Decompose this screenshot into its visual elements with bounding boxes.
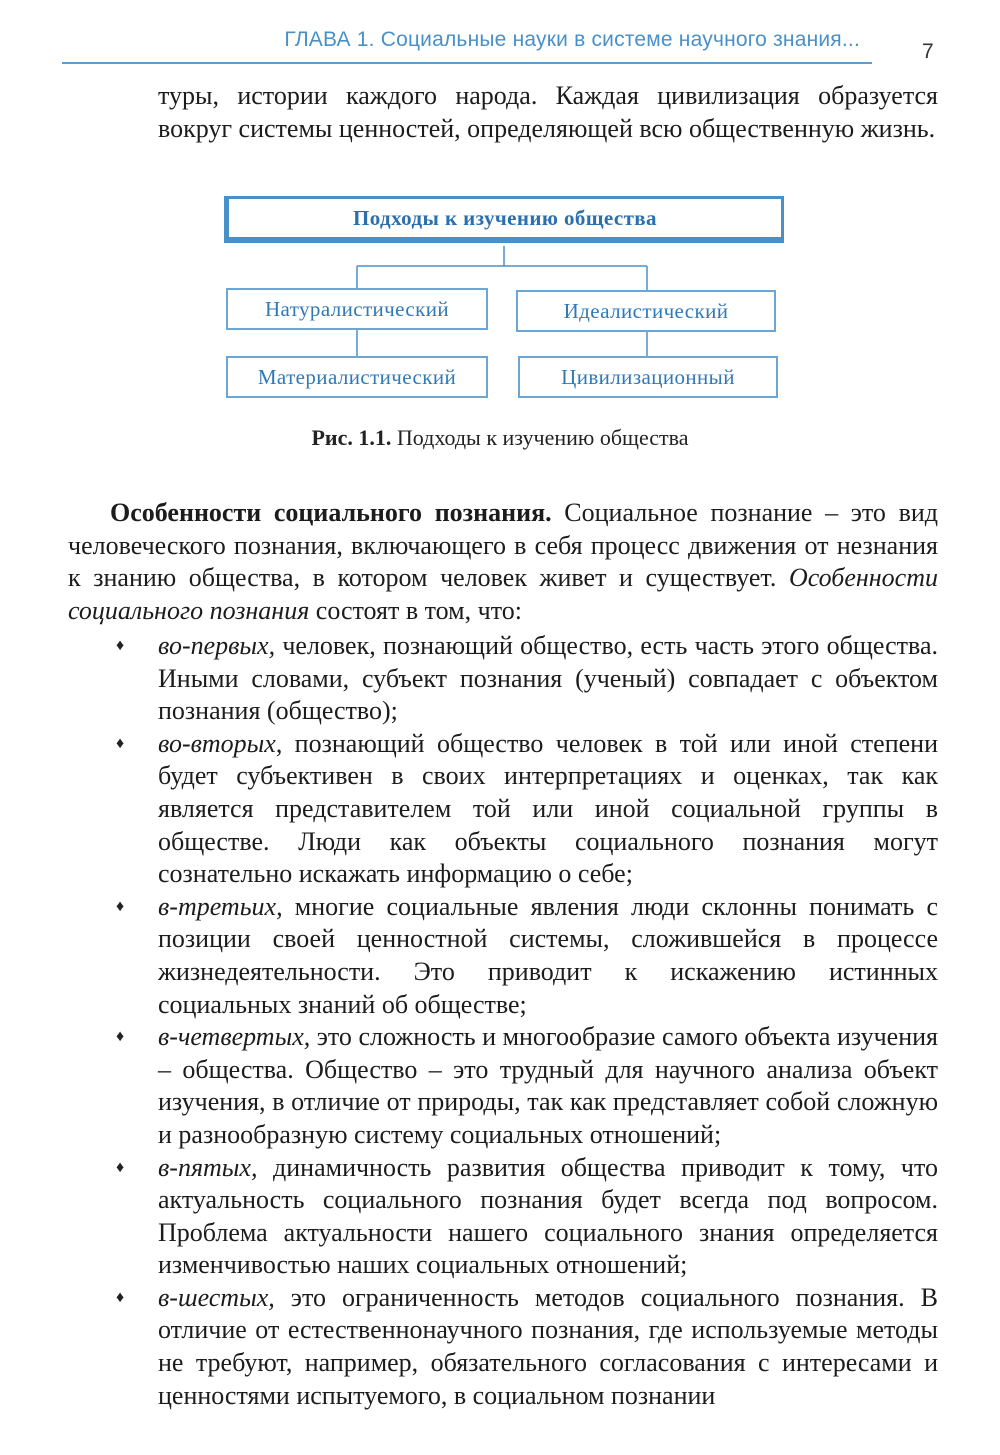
list-item-text: многие социальные явления люди склонны понимать с позиции своей ценностной системы, сложившейся в процессе жизнедеятельности. Это приводит к искажению истинных социальных знаний об обществе;: [158, 891, 938, 1019]
chapter-title: ГЛАВА 1. Социальные науки в системе научного знания...: [284, 28, 860, 51]
diagram-title-box: Подходы к изучению общества: [224, 196, 784, 243]
list-item: [68, 728, 938, 891]
list-item-text: человек, познающий общество, есть часть этого общества. Иными словами, субъект познания (ученый) совпадает с объектом познания (общество);: [158, 631, 938, 726]
diamond-bullet-icon: ♦: [116, 1158, 125, 1176]
page-number: 7: [922, 40, 934, 63]
section-heading: Особенности социального познания.: [110, 498, 552, 527]
list-item-lead: в-пятых,: [158, 1152, 258, 1182]
list-item-lead: в-четвертых,: [158, 1022, 311, 1052]
section-italic-lead: Особенности социального познания: [68, 563, 938, 625]
list-item: [68, 630, 938, 728]
list-item-text: это ограниченность методов социального познания. В отличие от естественнонаучного познания, где используемые методы не требуют, например, обязательного согласования с интересами и ценностями испытуемого, в социальном познании: [158, 1282, 938, 1410]
list-item: [68, 891, 938, 1021]
box-civilizational: Цивилизационный: [518, 356, 778, 398]
section-text: Социальное познание – это вид человеческого познания, включающего в себя процесс движения от незнания к знанию общества, в котором человек живет и существует.: [68, 498, 938, 593]
list-item-text: это сложность и многообразие самого объекта изучения – общества. Общество – это трудный для научного анализа объект изучения, в отличие от природы, так как представляет собой сложную и разнообразную систему социальных отношений;: [158, 1022, 938, 1149]
running-header: [62, 24, 872, 64]
list-item-lead: в-третьих,: [158, 891, 283, 921]
features-list: [68, 630, 938, 1412]
list-item-text: , познающий общество человек в той или иной степени будет субъективен в своих интерпретациях и оценках, так как является представителем той или иной социальной группы в обществе. Люди как объекты социального познания могут сознательно искажать информацию о себе;: [158, 728, 938, 889]
list-item-lead: во-вторых: [158, 728, 276, 758]
list-item-text: динамичность развития общества приводит к тому, что актуальность социального познания будет всегда под вопросом. Проблема актуальности нашего социального знания определяется изменчивостью наших социальных отношений;: [158, 1152, 938, 1280]
list-item: [68, 1152, 938, 1282]
diamond-bullet-icon: ♦: [116, 1028, 125, 1046]
box-idealistic: Идеалистический: [516, 290, 776, 332]
section-lead-tail: состоят в том, что:: [309, 595, 522, 625]
diamond-bullet-icon: ♦: [116, 637, 125, 654]
diamond-bullet-icon: ♦: [116, 897, 125, 915]
diamond-bullet-icon: ♦: [116, 1288, 125, 1306]
figure-label: Рис. 1.1.: [311, 425, 392, 450]
features-paragraph: [68, 497, 938, 627]
list-item-lead: во-первых,: [158, 631, 276, 660]
list-item: [68, 1021, 938, 1151]
list-item-lead: в-шестых,: [158, 1282, 275, 1312]
figure-caption: [0, 425, 1000, 451]
box-materialistic: Материалистический: [226, 356, 488, 398]
diamond-bullet-icon: ♦: [116, 734, 125, 752]
box-naturalistic: Натуралистический: [226, 288, 488, 330]
figure-caption-text: Подходы к изучению общества: [391, 425, 689, 450]
intro-paragraph: туры, истории каждого народа. Каждая цивилизация образуется вокруг системы ценностей, определяющей всю общественную жизнь.: [158, 81, 938, 143]
list-item: [68, 1282, 938, 1412]
